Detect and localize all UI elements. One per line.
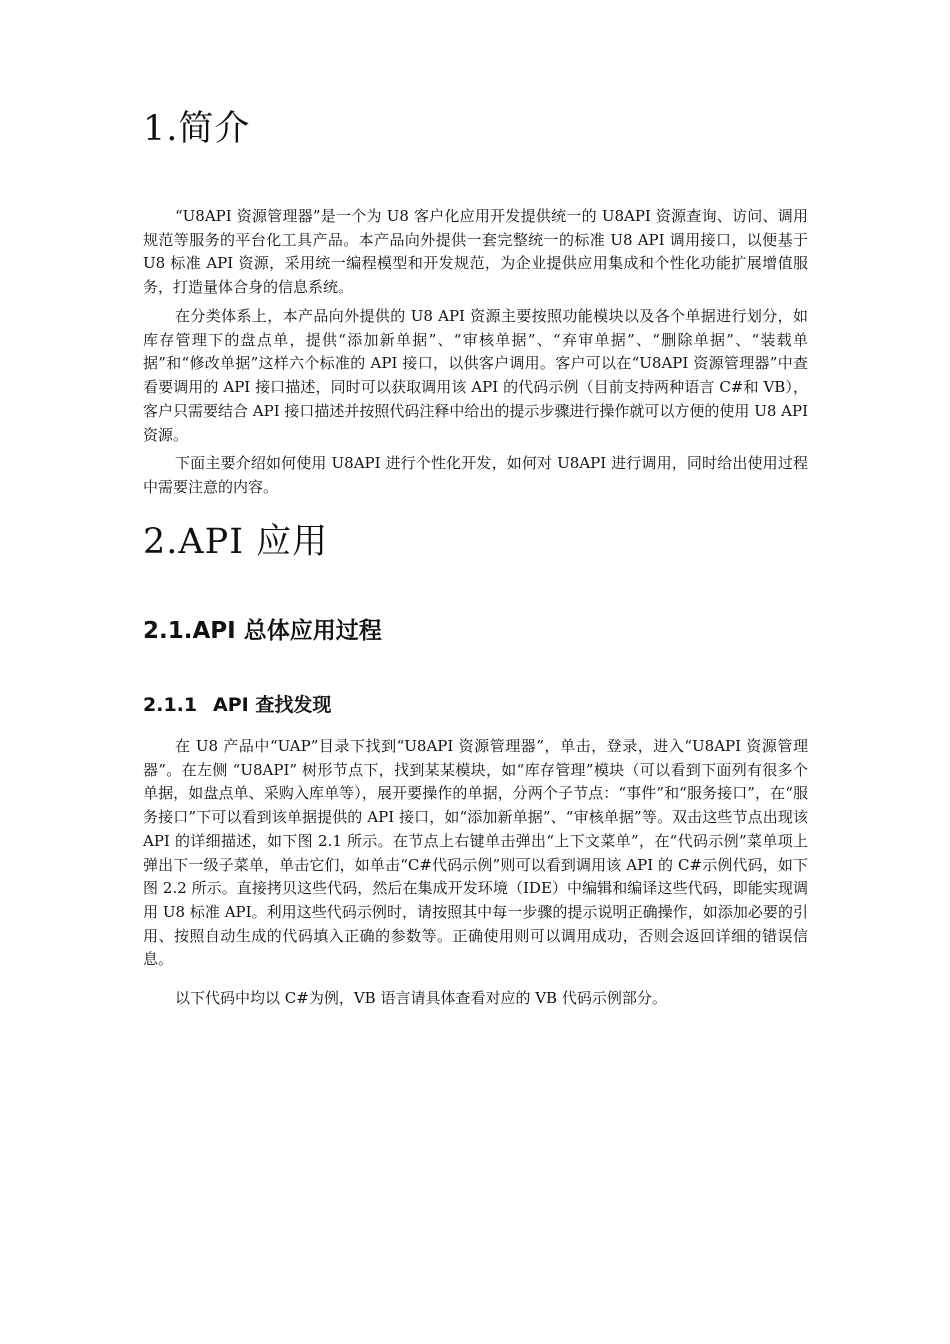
section-1-paragraph-3: 下面主要介绍如何使用 U8API 进行个性化开发，如何对 U8API 进行调用，同时给出使用过程中需要注意的内容。 xyxy=(143,454,808,496)
section-2-1-1-paragraph-2: 以下代码中均以 C#为例，VB 语言请具体查看对应的 VB 代码示例部分。 xyxy=(175,989,667,1007)
section-1-paragraph-2: 在分类体系上，本产品向外提供的 U8 API 资源主要按照功能模块以及各个单据进行划分，如库存管理下的盘点单，提供“添加新单据”、“审核单据”、“弃审单据”、“删除单据”、“装载单据”和“修改单据”这样六个标准的 API 接口，以供客户调用。客户可以在“U8API 资源管理器”中查看要调用的 API 接口描述，同时可以获取调用该 API 的代码示例（目前支持两种语言 C#和 VB），客户只需要结合 API 接口描述并按照代码注释中给出的提示步骤进行操作就可以方便的使用 U8 API 资源。 xyxy=(143,307,808,444)
section-2-1-1-title: API 查找发现 xyxy=(213,694,332,716)
section-2-1-1-paragraph-1: 在 U8 产品中“UAP”目录下找到“U8API 资源管理器”，单击，登录，进入“U8API 资源管理器”。在左侧 “U8API” 树形节点下，找到某某模块，如“库存管理”模块（可以看到下面列有很多个单据，如盘点单、采购入库单等），展开要操作的单据，分两个子节点：“事件”和“服务接口”，在“服务接口”下可以看到该单据提供的 API 接口，如“添加新单据”、“审核单据”等。双击这些节点出现该 API 的详细描述，如下图 2.1 所示。在节点上右键单击弹出“上下文菜单”，在“代码示例”菜单项上弹出下一级子菜单，单击它们，如单击“C#代码示例”则可以看到调用该 API 的 C#示例代码，如下图 2.2 所示。直接拷贝这些代码，然后在集成开发环境（IDE）中编辑和编译这些代码，即能实现调用 U8 标准 API。利用这些代码示例时，请按照其中每一步骤的提示说明正确操作，如添加必要的引用、按照自动生成的代码填入正确的参数等。正确使用则可以调用成功，否则会返回详细的错误信息。 xyxy=(143,737,808,969)
section-2-1-1-heading xyxy=(143,692,331,718)
section-1-paragraph-1: “U8API 资源管理器”是一个为 U8 客户化应用开发提供统一的 U8API 资源查询、访问、调用规范等服务的平台化工具产品。本产品向外提供一套完整统一的标准 U8 API 调用接口，以便基于 U8 标准 API 资源，采用统一编程模型和开发规范，为企业提供应用集成和个性化功能扩展增值服务，打造量体合身的信息系统。 xyxy=(143,207,808,297)
section-2-1-1-number: 2.1.1 xyxy=(143,694,198,716)
section-1-title: 1.简介 xyxy=(143,109,251,149)
section-2-1-title: 2.1.API 总体应用过程 xyxy=(143,618,382,644)
section-2-title: 2.API 应用 xyxy=(143,522,329,562)
